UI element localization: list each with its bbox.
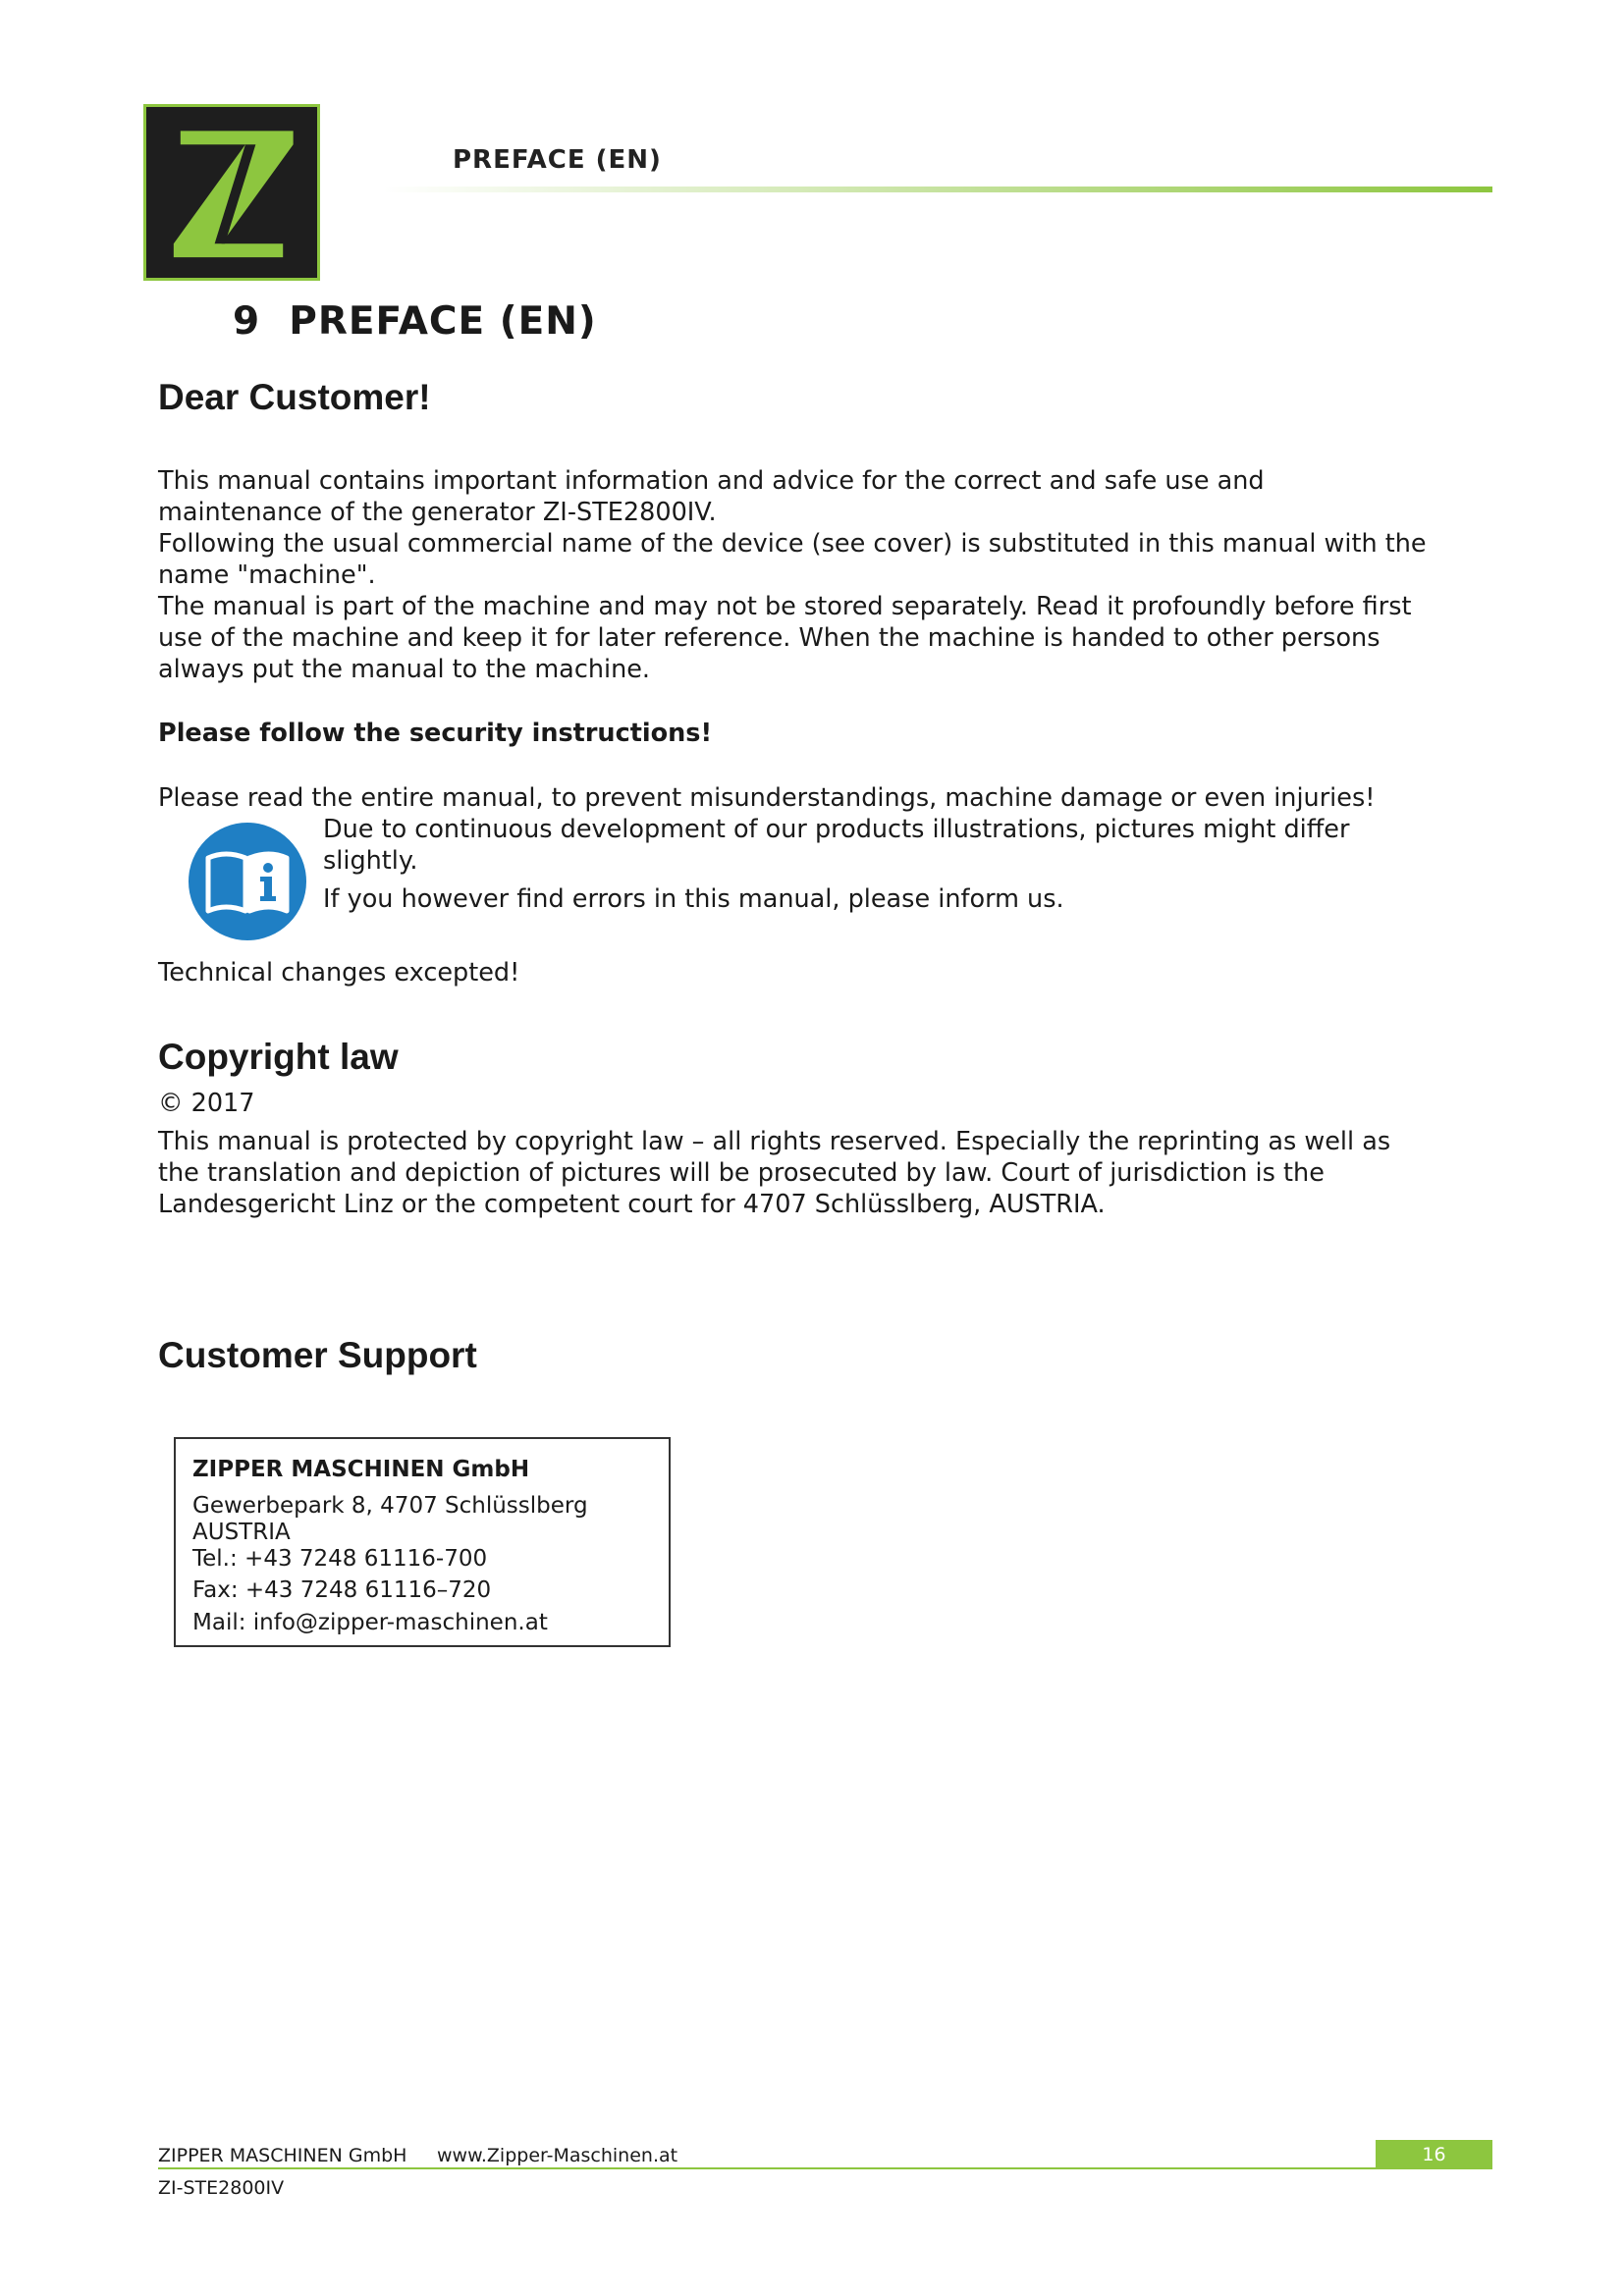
footer-rule: [158, 2167, 1492, 2169]
footer-website-link[interactable]: www.Zipper-Maschinen.at: [437, 2145, 678, 2166]
chapter-number: 9: [233, 299, 261, 344]
z-logo-icon: [146, 107, 317, 278]
page-number-badge: 16: [1376, 2140, 1492, 2169]
read-manual-info-icon: [187, 821, 308, 942]
support-tel: Tel.: +43 7248 61116-700: [192, 1546, 488, 1572]
customer-support-heading: Customer Support: [158, 1335, 477, 1375]
intro-line: maintenance of the generator ZI-STE2800IV.: [158, 498, 717, 527]
zipper-logo: [143, 104, 320, 281]
intro-line: always put the manual to the machine.: [158, 655, 651, 684]
technical-changes-note: Technical changes excepted!: [158, 958, 520, 988]
intro-line: Following the usual commercial name of the device (see cover) is substituted in this manual with the: [158, 529, 1427, 559]
support-contact-box: [174, 1437, 671, 1647]
support-address: Gewerbepark 8, 4707 Schlüsslberg: [192, 1493, 588, 1519]
info-line: slightly.: [323, 846, 418, 876]
copyright-heading: Copyright law: [158, 1037, 399, 1077]
support-country: AUSTRIA: [192, 1520, 291, 1545]
support-fax: Fax: +43 7248 61116–720: [192, 1577, 492, 1603]
info-errors-line: If you however find errors in this manual, please inform us.: [323, 884, 1064, 914]
intro-line: This manual contains important information and advice for the correct and safe use and: [158, 466, 1265, 496]
copyright-paragraph: [158, 1126, 1533, 1220]
info-note: [323, 814, 1501, 915]
support-company: ZIPPER MASCHINEN GmbH: [192, 1457, 530, 1482]
read-manual-note: Please read the entire manual, to prevent misunderstandings, machine damage or even injuries!: [158, 783, 1376, 813]
copyright-year: © 2017: [158, 1089, 255, 1118]
header-rule: [383, 187, 1492, 192]
security-instructions-note: Please follow the security instructions!: [158, 719, 713, 748]
dear-customer-heading: Dear Customer!: [158, 377, 431, 417]
intro-line: name "machine".: [158, 561, 376, 590]
copyright-line: the translation and depiction of pictures will be prosecuted by law. Court of jurisdiction is the: [158, 1158, 1325, 1188]
intro-paragraph: [158, 465, 1533, 685]
chapter-title: PREFACE (EN): [289, 299, 597, 344]
intro-line: use of the machine and keep it for later reference. When the machine is handed to other persons: [158, 623, 1380, 653]
info-line: Due to continuous development of our products illustrations, pictures might differ: [323, 815, 1350, 844]
chapter-heading: [233, 299, 597, 344]
support-mail: Mail: info@zipper-maschinen.at: [192, 1610, 548, 1635]
footer-company: ZIPPER MASCHINEN GmbH: [158, 2145, 407, 2166]
copyright-line: This manual is protected by copyright law – all rights reserved. Especially the reprinting as well as: [158, 1127, 1391, 1156]
copyright-line: Landesgericht Linz or the competent court for 4707 Schlüsslberg, AUSTRIA.: [158, 1190, 1106, 1219]
running-header-title: PREFACE (EN): [453, 145, 662, 175]
intro-line: The manual is part of the machine and may not be stored separately. Read it profoundly before first: [158, 592, 1412, 621]
footer-model: ZI-STE2800IV: [158, 2177, 285, 2199]
